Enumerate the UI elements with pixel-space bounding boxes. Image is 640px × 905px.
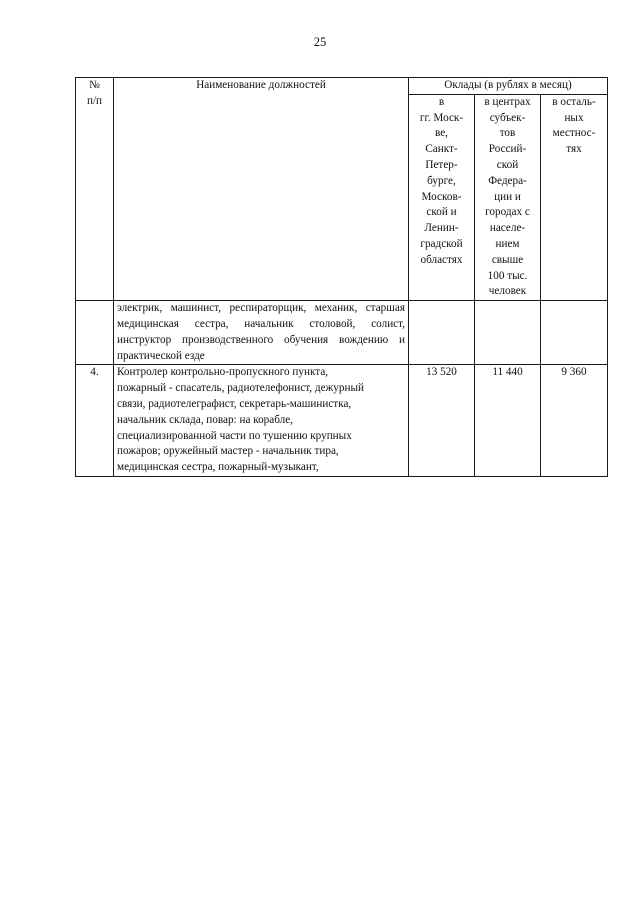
header-salaries: Оклады (в рублях в месяц) [409, 78, 608, 95]
row-position-name: Контролер контрольно-пропускного пункта, пожарный - спасатель, радиотелефонист, дежурный связи, радиотелеграфист, секретарь-машинистка, начальник склада, повар: на корабле, специализированной части по тушению крупных пожаров; оружейный мастер - начальник тира, медицинская сестра, пожарный-музыкант, [114, 365, 409, 477]
row-salary-moscow [409, 301, 475, 365]
row-salary-centers: 11 440 [475, 365, 541, 477]
row-number: 4. [76, 365, 114, 477]
row-salary-centers [475, 301, 541, 365]
table-header-row [76, 78, 608, 95]
row-salary-other [541, 301, 608, 365]
row-number [76, 301, 114, 365]
salary-table [75, 77, 608, 477]
header-centers-column: в центрах субъек- тов Россий- ской Федера- ции и городах с населе- нием свыше 100 тыс. человек [475, 94, 541, 300]
table-row [76, 301, 608, 365]
page-number: 25 [313, 35, 327, 49]
table-row [76, 365, 608, 477]
row-salary-moscow: 13 520 [409, 365, 475, 477]
header-number: № п/п [76, 78, 114, 301]
row-salary-other: 9 360 [541, 365, 608, 477]
header-position-name: Наименование должностей [114, 78, 409, 301]
row-position-name: электрик, машинист, респираторщик, механик, старшая медицинская сестра, начальник столовой, солист, инструктор производственного обучения вождению и практической езде [114, 301, 409, 365]
header-moscow-column: в гг. Моск- ве, Санкт- Петер- бурге, Москов- ской и Ленин- градской областях [409, 94, 475, 300]
header-other-column: в осталь- ных местнос- тях [541, 94, 608, 300]
